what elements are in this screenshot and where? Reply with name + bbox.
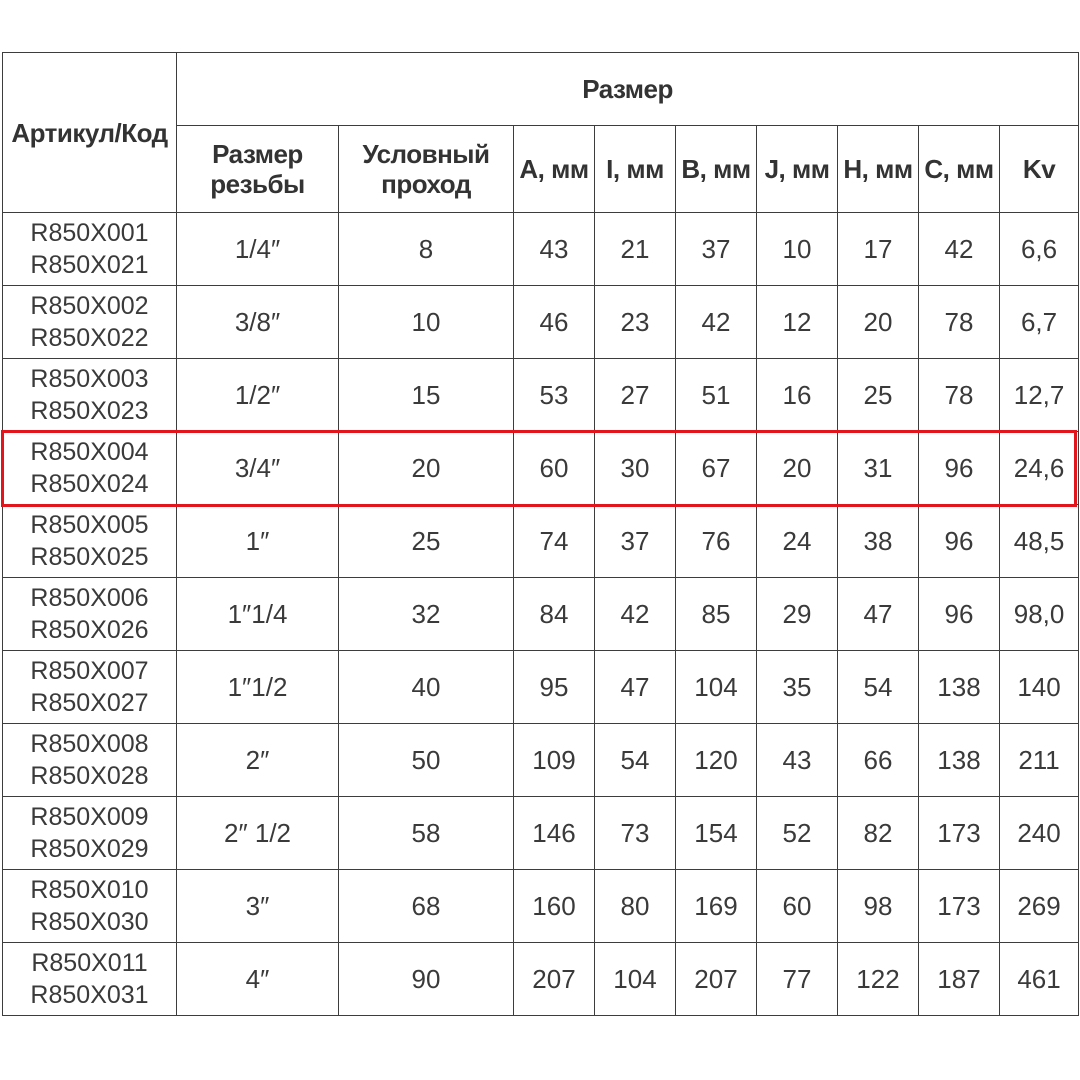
- cell-b-mm: 76: [676, 505, 757, 578]
- cell-a-mm: 53: [514, 359, 595, 432]
- cell-j-mm: 77: [757, 943, 838, 1016]
- cell-i-mm: 80: [595, 870, 676, 943]
- cell-kv: 461: [1000, 943, 1079, 1016]
- cell-nominal-bore: 32: [339, 578, 514, 651]
- table-row: [3, 943, 1079, 1016]
- cell-nominal-bore: 10: [339, 286, 514, 359]
- column-group-header-size: Размер: [177, 53, 1079, 126]
- table-row: [3, 870, 1079, 943]
- cell-h-mm: 38: [838, 505, 919, 578]
- cell-b-mm: 37: [676, 213, 757, 286]
- cell-i-mm: 104: [595, 943, 676, 1016]
- cell-i-mm: 27: [595, 359, 676, 432]
- cell-a-mm: 46: [514, 286, 595, 359]
- cell-b-mm: 207: [676, 943, 757, 1016]
- cell-c-mm: 42: [919, 213, 1000, 286]
- cell-thread-size: 2″: [177, 724, 339, 797]
- cell-c-mm: 173: [919, 797, 1000, 870]
- cell-i-mm: 54: [595, 724, 676, 797]
- spec-table: [2, 52, 1079, 1016]
- cell-h-mm: 66: [838, 724, 919, 797]
- cell-h-mm: 20: [838, 286, 919, 359]
- cell-c-mm: 187: [919, 943, 1000, 1016]
- cell-a-mm: 146: [514, 797, 595, 870]
- cell-j-mm: 16: [757, 359, 838, 432]
- cell-kv: 269: [1000, 870, 1079, 943]
- cell-thread-size: 1″: [177, 505, 339, 578]
- cell-nominal-bore: 25: [339, 505, 514, 578]
- cell-kv: 24,6: [1000, 432, 1079, 505]
- table-row: [3, 724, 1079, 797]
- cell-b-mm: 169: [676, 870, 757, 943]
- cell-kv: 6,6: [1000, 213, 1079, 286]
- cell-c-mm: 173: [919, 870, 1000, 943]
- cell-j-mm: 29: [757, 578, 838, 651]
- cell-article-code: R850X007 R850X027: [3, 651, 177, 724]
- cell-thread-size: 4″: [177, 943, 339, 1016]
- cell-a-mm: 84: [514, 578, 595, 651]
- cell-kv: 12,7: [1000, 359, 1079, 432]
- cell-nominal-bore: 68: [339, 870, 514, 943]
- cell-article-code: R850X009 R850X029: [3, 797, 177, 870]
- cell-a-mm: 207: [514, 943, 595, 1016]
- cell-c-mm: 138: [919, 724, 1000, 797]
- cell-c-mm: 96: [919, 505, 1000, 578]
- cell-b-mm: 154: [676, 797, 757, 870]
- cell-article-code: R850X006 R850X026: [3, 578, 177, 651]
- cell-i-mm: 23: [595, 286, 676, 359]
- column-header-b-mm: B, мм: [676, 126, 757, 213]
- table-row: [3, 286, 1079, 359]
- cell-a-mm: 95: [514, 651, 595, 724]
- cell-j-mm: 60: [757, 870, 838, 943]
- cell-thread-size: 1″1/2: [177, 651, 339, 724]
- cell-b-mm: 104: [676, 651, 757, 724]
- column-header-thread-size: Размер резьбы: [177, 126, 339, 213]
- cell-i-mm: 47: [595, 651, 676, 724]
- cell-h-mm: 122: [838, 943, 919, 1016]
- cell-thread-size: 2″ 1/2: [177, 797, 339, 870]
- cell-b-mm: 42: [676, 286, 757, 359]
- cell-i-mm: 73: [595, 797, 676, 870]
- table-row: [3, 651, 1079, 724]
- cell-kv: 140: [1000, 651, 1079, 724]
- column-header-article: Артикул/Код: [3, 53, 177, 213]
- cell-h-mm: 31: [838, 432, 919, 505]
- cell-h-mm: 54: [838, 651, 919, 724]
- cell-j-mm: 52: [757, 797, 838, 870]
- cell-i-mm: 37: [595, 505, 676, 578]
- cell-article-code: R850X011 R850X031: [3, 943, 177, 1016]
- cell-b-mm: 85: [676, 578, 757, 651]
- cell-j-mm: 20: [757, 432, 838, 505]
- cell-nominal-bore: 58: [339, 797, 514, 870]
- column-header-a-mm: A, мм: [514, 126, 595, 213]
- cell-a-mm: 160: [514, 870, 595, 943]
- cell-b-mm: 120: [676, 724, 757, 797]
- cell-thread-size: 3″: [177, 870, 339, 943]
- table-row: [3, 432, 1079, 505]
- table-row: [3, 505, 1079, 578]
- cell-b-mm: 67: [676, 432, 757, 505]
- cell-article-code: R850X005 R850X025: [3, 505, 177, 578]
- table-row: [3, 213, 1079, 286]
- cell-article-code: R850X003 R850X023: [3, 359, 177, 432]
- cell-kv: 211: [1000, 724, 1079, 797]
- table-body: [3, 213, 1079, 1016]
- cell-nominal-bore: 15: [339, 359, 514, 432]
- cell-j-mm: 35: [757, 651, 838, 724]
- cell-kv: 98,0: [1000, 578, 1079, 651]
- cell-thread-size: 1/4″: [177, 213, 339, 286]
- cell-nominal-bore: 20: [339, 432, 514, 505]
- cell-article-code: R850X001 R850X021: [3, 213, 177, 286]
- cell-c-mm: 96: [919, 578, 1000, 651]
- cell-thread-size: 1″1/4: [177, 578, 339, 651]
- cell-kv: 48,5: [1000, 505, 1079, 578]
- cell-nominal-bore: 8: [339, 213, 514, 286]
- table-header: [3, 53, 1079, 213]
- cell-j-mm: 12: [757, 286, 838, 359]
- cell-a-mm: 60: [514, 432, 595, 505]
- cell-h-mm: 98: [838, 870, 919, 943]
- cell-j-mm: 10: [757, 213, 838, 286]
- cell-j-mm: 43: [757, 724, 838, 797]
- cell-i-mm: 30: [595, 432, 676, 505]
- table-row: [3, 578, 1079, 651]
- cell-thread-size: 3/8″: [177, 286, 339, 359]
- column-header-j-mm: J, мм: [757, 126, 838, 213]
- cell-kv: 6,7: [1000, 286, 1079, 359]
- cell-c-mm: 78: [919, 359, 1000, 432]
- cell-a-mm: 43: [514, 213, 595, 286]
- cell-h-mm: 47: [838, 578, 919, 651]
- cell-c-mm: 96: [919, 432, 1000, 505]
- cell-c-mm: 78: [919, 286, 1000, 359]
- column-header-h-mm: H, мм: [838, 126, 919, 213]
- cell-h-mm: 17: [838, 213, 919, 286]
- spec-table-container: [2, 52, 1078, 1016]
- cell-kv: 240: [1000, 797, 1079, 870]
- cell-nominal-bore: 40: [339, 651, 514, 724]
- header-row-top: [3, 53, 1079, 126]
- cell-h-mm: 25: [838, 359, 919, 432]
- table-row: [3, 797, 1079, 870]
- cell-a-mm: 74: [514, 505, 595, 578]
- cell-article-code: R850X008 R850X028: [3, 724, 177, 797]
- cell-thread-size: 3/4″: [177, 432, 339, 505]
- cell-a-mm: 109: [514, 724, 595, 797]
- cell-article-code: R850X010 R850X030: [3, 870, 177, 943]
- cell-article-code: R850X002 R850X022: [3, 286, 177, 359]
- cell-c-mm: 138: [919, 651, 1000, 724]
- column-header-i-mm: I, мм: [595, 126, 676, 213]
- cell-nominal-bore: 90: [339, 943, 514, 1016]
- cell-i-mm: 21: [595, 213, 676, 286]
- cell-article-code: R850X004 R850X024: [3, 432, 177, 505]
- column-header-kv: Kv: [1000, 126, 1079, 213]
- cell-b-mm: 51: [676, 359, 757, 432]
- column-header-nominal-bore: Условный проход: [339, 126, 514, 213]
- column-header-c-mm: C, мм: [919, 126, 1000, 213]
- cell-i-mm: 42: [595, 578, 676, 651]
- table-row: [3, 359, 1079, 432]
- cell-h-mm: 82: [838, 797, 919, 870]
- cell-nominal-bore: 50: [339, 724, 514, 797]
- cell-j-mm: 24: [757, 505, 838, 578]
- cell-thread-size: 1/2″: [177, 359, 339, 432]
